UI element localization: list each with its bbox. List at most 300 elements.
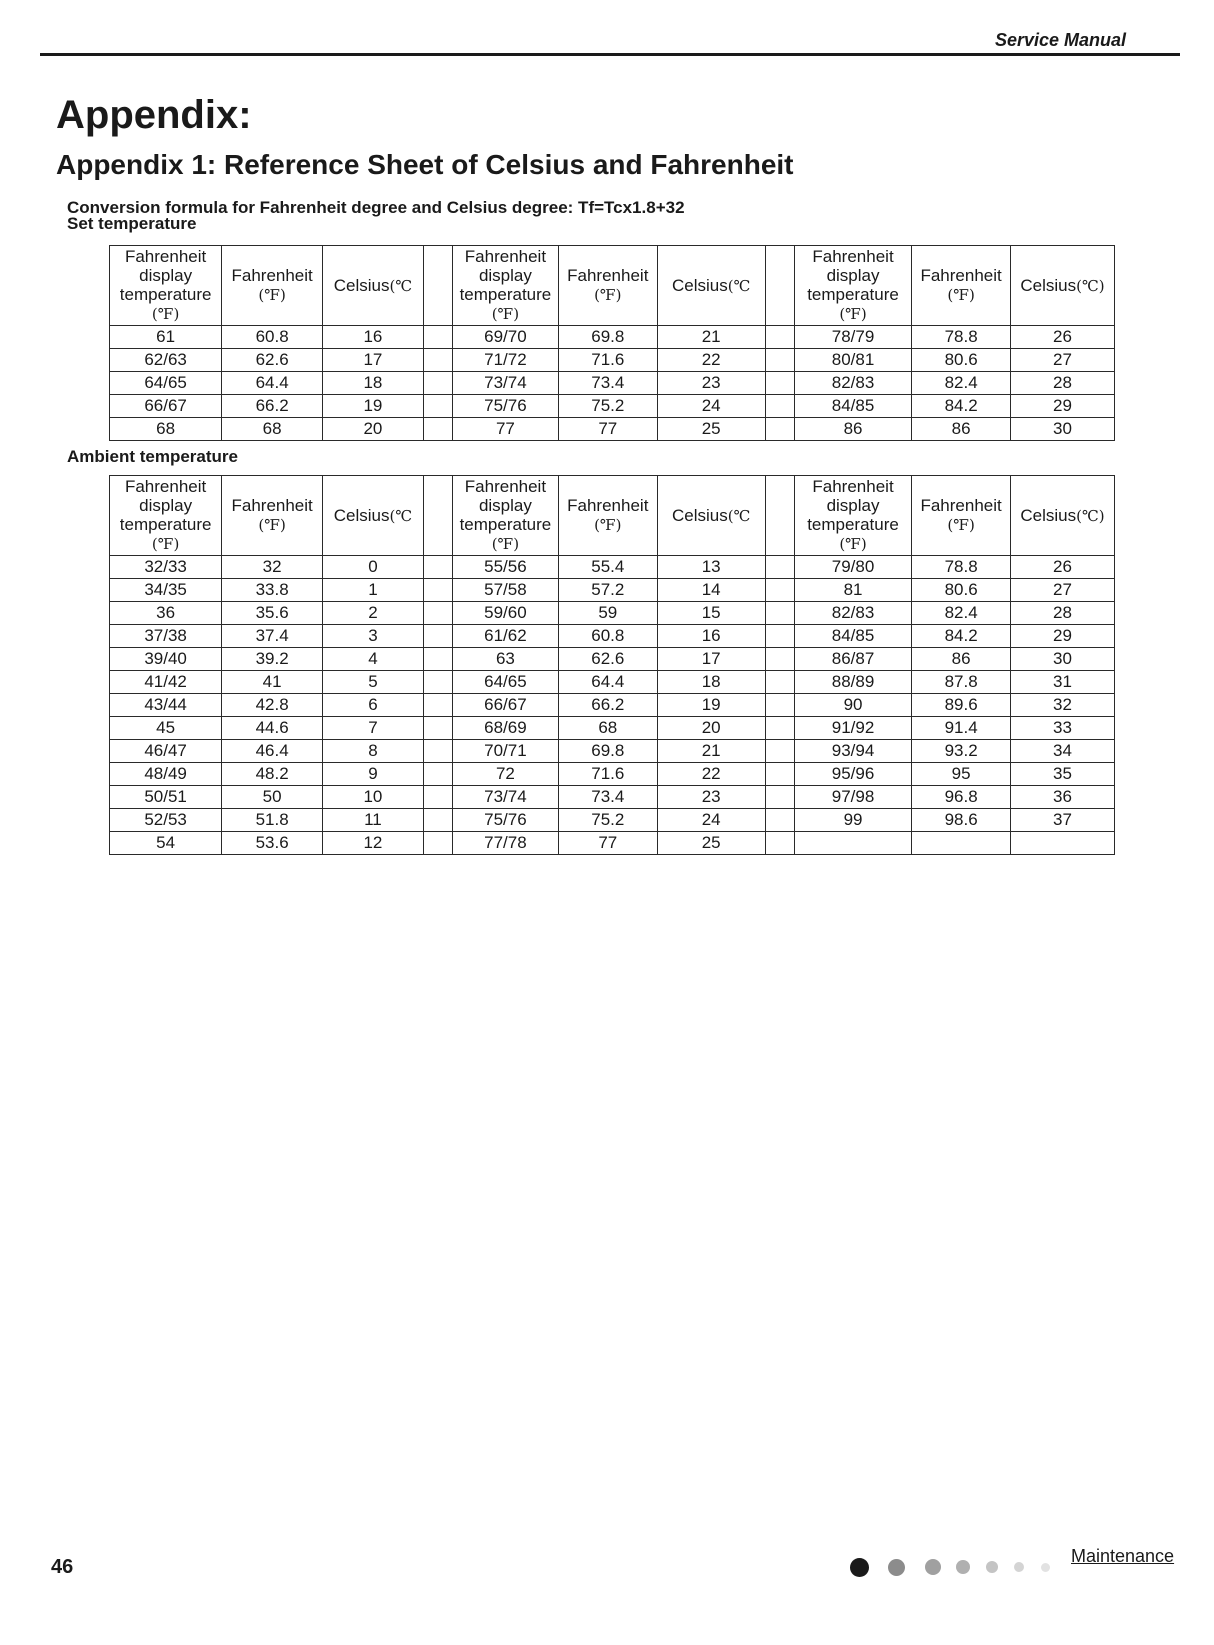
table-cell: 75.2 [558, 809, 657, 832]
table-cell: 78.8 [912, 556, 1011, 579]
header-title: Service Manual [994, 30, 1126, 50]
table-row [110, 418, 1115, 441]
table-cell [912, 832, 1011, 855]
table-cell: 25 [657, 418, 765, 441]
header-text: Fahrenheit [920, 266, 1002, 285]
table-row [110, 648, 1115, 671]
table-cell: 20 [323, 418, 424, 441]
table-cell: 68 [558, 717, 657, 740]
table-cell: 78/79 [794, 326, 911, 349]
table-cell: 8 [323, 740, 424, 763]
table-cell: 98.6 [912, 809, 1011, 832]
table-cell: 93/94 [794, 740, 911, 763]
table-cell: 99 [794, 809, 911, 832]
header-text: Celsius [1020, 275, 1077, 295]
table-cell: 55/56 [452, 556, 558, 579]
table-cell: 26 [1010, 326, 1114, 349]
table-cell: 46.4 [222, 740, 323, 763]
table-cell: 34 [1010, 740, 1114, 763]
column-gap [765, 717, 794, 740]
table-row [110, 763, 1115, 786]
header-unit: (℃ [389, 506, 413, 525]
table-cell: 64.4 [222, 372, 323, 395]
table-cell: 91.4 [912, 717, 1011, 740]
table-cell: 77/78 [452, 832, 558, 855]
header-unit: (℉) [839, 535, 867, 553]
progress-dot [986, 1561, 998, 1573]
header-unit: (℉) [151, 535, 180, 553]
table-cell: 16 [323, 326, 424, 349]
header-text: temperature [119, 285, 212, 304]
table-row [110, 349, 1115, 372]
table-cell: 10 [323, 786, 424, 809]
header-fahrenheit [222, 246, 323, 326]
table-cell: 2 [323, 602, 424, 625]
table-cell: 42.8 [222, 694, 323, 717]
table-cell: 46/47 [110, 740, 222, 763]
table-cell: 20 [657, 717, 765, 740]
progress-dot [850, 1558, 869, 1577]
table-cell: 82.4 [912, 372, 1011, 395]
column-gap [423, 809, 452, 832]
header-text: temperature [807, 515, 899, 534]
table-cell: 96.8 [912, 786, 1011, 809]
table-cell: 19 [657, 694, 765, 717]
table-cell: 82/83 [794, 602, 911, 625]
header-text: Fahrenheit [124, 247, 207, 266]
column-gap [423, 717, 452, 740]
table-cell: 64.4 [558, 671, 657, 694]
table-cell: 6 [323, 694, 424, 717]
table-cell: 50 [222, 786, 323, 809]
column-gap [423, 349, 452, 372]
table-cell: 86 [912, 648, 1011, 671]
progress-dots [858, 1552, 1048, 1582]
header-unit: (℉) [491, 535, 520, 553]
table-cell: 61 [110, 326, 222, 349]
header-fahrenheit [912, 246, 1011, 326]
table-cell: 89.6 [912, 694, 1011, 717]
column-gap [765, 648, 794, 671]
header-unit: (℉) [258, 516, 286, 534]
table-cell: 1 [323, 579, 424, 602]
maintenance-link[interactable]: Maintenance [1071, 1546, 1175, 1566]
table-cell: 28 [1010, 372, 1114, 395]
table-cell: 82/83 [794, 372, 911, 395]
table-cell: 64/65 [452, 671, 558, 694]
table-cell: 82.4 [912, 602, 1011, 625]
header-unit: (℉) [594, 286, 622, 304]
table-cell: 41/42 [110, 671, 222, 694]
table-cell: 37/38 [110, 625, 222, 648]
header-text: temperature [807, 285, 899, 304]
page-number: 46 [51, 1556, 74, 1578]
column-gap [765, 556, 794, 579]
column-gap [423, 372, 452, 395]
header-celsius [323, 246, 424, 326]
table-cell: 57.2 [558, 579, 657, 602]
table-cell: 60.8 [558, 625, 657, 648]
table-row [110, 694, 1115, 717]
table-header-row [110, 476, 1115, 556]
table-row [110, 372, 1115, 395]
table-cell: 95 [912, 763, 1011, 786]
table-cell: 32/33 [110, 556, 222, 579]
table-cell: 57/58 [452, 579, 558, 602]
header-unit: (℉) [258, 286, 286, 304]
table-cell: 87.8 [912, 671, 1011, 694]
page-title: Appendix: [56, 93, 252, 137]
header-display-temperature [794, 246, 911, 326]
table-cell: 75/76 [452, 395, 558, 418]
column-gap [423, 648, 452, 671]
header-unit: (℃) [1076, 506, 1105, 525]
header-unit: (℃ [727, 276, 751, 295]
header-display-temperature [110, 246, 222, 326]
table-cell: 88/89 [794, 671, 911, 694]
column-gap [423, 395, 452, 418]
table-row [110, 671, 1115, 694]
header-celsius [657, 476, 765, 556]
column-gap [423, 579, 452, 602]
table-cell: 13 [657, 556, 765, 579]
column-gap [765, 418, 794, 441]
table-cell: 53.6 [222, 832, 323, 855]
table-cell: 71.6 [558, 763, 657, 786]
table-cell: 73.4 [558, 372, 657, 395]
table-cell: 69.8 [558, 740, 657, 763]
header-display-temperature [452, 476, 558, 556]
table-cell: 48/49 [110, 763, 222, 786]
column-gap [765, 246, 794, 326]
table-cell: 18 [657, 671, 765, 694]
header-text: Fahrenheit [567, 496, 649, 515]
table-row [110, 556, 1115, 579]
table-cell: 68 [222, 418, 323, 441]
table-cell: 22 [657, 349, 765, 372]
table-cell: 32 [222, 556, 323, 579]
table-cell: 77 [452, 418, 558, 441]
header-text: Celsius [671, 505, 728, 525]
table-cell: 19 [323, 395, 424, 418]
column-gap [765, 625, 794, 648]
table-cell: 95/96 [794, 763, 911, 786]
conversion-formula: Conversion formula for Fahrenheit degree and Celsius degree: Tf=Tcx1.8+32 [67, 198, 685, 217]
table-cell: 84.2 [912, 395, 1011, 418]
set-temperature-label: Set temperature [67, 214, 197, 233]
header-unit: (℉) [839, 305, 867, 323]
table-cell: 23 [657, 372, 765, 395]
column-gap [765, 809, 794, 832]
table-cell: 30 [1010, 418, 1114, 441]
progress-dot [1041, 1563, 1050, 1572]
table-cell: 32 [1010, 694, 1114, 717]
progress-dot [925, 1559, 941, 1575]
column-gap [765, 326, 794, 349]
table-cell: 59/60 [452, 602, 558, 625]
column-gap [765, 476, 794, 556]
table-cell: 73.4 [558, 786, 657, 809]
column-gap [765, 602, 794, 625]
header-text: Fahrenheit [231, 266, 313, 285]
table-cell: 55.4 [558, 556, 657, 579]
table-cell: 50/51 [110, 786, 222, 809]
table-cell: 5 [323, 671, 424, 694]
table-cell: 79/80 [794, 556, 911, 579]
progress-dot [888, 1559, 905, 1576]
table-cell: 62.6 [558, 648, 657, 671]
header-text: display [826, 496, 880, 515]
table-cell: 97/98 [794, 786, 911, 809]
table-cell: 39.2 [222, 648, 323, 671]
table-cell: 51.8 [222, 809, 323, 832]
header-text: Fahrenheit [920, 496, 1002, 515]
table-cell: 29 [1010, 395, 1114, 418]
table-cell: 31 [1010, 671, 1114, 694]
header-display-temperature [794, 476, 911, 556]
table-cell: 71/72 [452, 349, 558, 372]
table-cell: 71.6 [558, 349, 657, 372]
table-cell: 69/70 [452, 326, 558, 349]
header-unit: (℃) [1076, 276, 1105, 295]
column-gap [765, 349, 794, 372]
header-text: display [139, 266, 193, 285]
appendix-subtitle: Appendix 1: Reference Sheet of Celsius and Fahrenheit [56, 149, 794, 180]
table-cell: 27 [1010, 579, 1114, 602]
table-cell: 86/87 [794, 648, 911, 671]
table-cell: 33.8 [222, 579, 323, 602]
header-celsius [657, 246, 765, 326]
table-cell: 72 [452, 763, 558, 786]
table-cell: 23 [657, 786, 765, 809]
table-row [110, 602, 1115, 625]
header-text: Fahrenheit [231, 496, 313, 515]
progress-dot [956, 1560, 970, 1574]
table-cell: 35 [1010, 763, 1114, 786]
table-row [110, 395, 1115, 418]
table-cell: 93.2 [912, 740, 1011, 763]
table-cell: 68/69 [452, 717, 558, 740]
table-cell: 16 [657, 625, 765, 648]
header-text: Fahrenheit [124, 477, 207, 496]
table-cell: 36 [1010, 786, 1114, 809]
column-gap [423, 740, 452, 763]
table-cell [1010, 832, 1114, 855]
table-cell: 48.2 [222, 763, 323, 786]
column-gap [765, 694, 794, 717]
table-cell: 80.6 [912, 579, 1011, 602]
column-gap [765, 372, 794, 395]
table-row [110, 717, 1115, 740]
table-cell: 75.2 [558, 395, 657, 418]
table-cell: 78.8 [912, 326, 1011, 349]
table-cell: 86 [794, 418, 911, 441]
progress-dot [1014, 1562, 1024, 1572]
header-celsius [1010, 246, 1114, 326]
header-text: Celsius [1020, 505, 1077, 525]
header-text: display [139, 496, 193, 515]
table-cell: 52/53 [110, 809, 222, 832]
table-cell: 62/63 [110, 349, 222, 372]
table-cell: 14 [657, 579, 765, 602]
header-text: Fahrenheit [464, 247, 547, 266]
column-gap [423, 476, 452, 556]
table-cell: 62.6 [222, 349, 323, 372]
table-row [110, 832, 1115, 855]
table-cell: 73/74 [452, 372, 558, 395]
header-unit: (℃ [727, 506, 751, 525]
table-cell: 60.8 [222, 326, 323, 349]
table-cell: 9 [323, 763, 424, 786]
table-cell: 63 [452, 648, 558, 671]
table-row [110, 786, 1115, 809]
column-gap [423, 625, 452, 648]
column-gap [765, 763, 794, 786]
column-gap [423, 832, 452, 855]
column-gap [765, 579, 794, 602]
header-text: temperature [119, 515, 212, 534]
table-cell: 36 [110, 602, 222, 625]
table-cell: 77 [558, 418, 657, 441]
table-cell: 17 [323, 349, 424, 372]
column-gap [423, 694, 452, 717]
header-text: Celsius [333, 505, 390, 525]
column-gap [423, 246, 452, 326]
table-cell: 18 [323, 372, 424, 395]
table-row [110, 625, 1115, 648]
table-cell: 81 [794, 579, 911, 602]
table-cell: 27 [1010, 349, 1114, 372]
table-cell: 25 [657, 832, 765, 855]
table-row [110, 740, 1115, 763]
header-text: Celsius [671, 275, 728, 295]
header-unit: (℉) [947, 286, 975, 304]
header-fahrenheit [222, 476, 323, 556]
table-cell: 59 [558, 602, 657, 625]
table-cell: 37.4 [222, 625, 323, 648]
table-cell: 80.6 [912, 349, 1011, 372]
column-gap [423, 786, 452, 809]
column-gap [765, 832, 794, 855]
header-text: Fahrenheit [567, 266, 649, 285]
table-cell: 15 [657, 602, 765, 625]
table-cell: 66/67 [110, 395, 222, 418]
table-cell: 3 [323, 625, 424, 648]
column-gap [423, 556, 452, 579]
table-cell: 44.6 [222, 717, 323, 740]
table-cell: 28 [1010, 602, 1114, 625]
header-text: Fahrenheit [812, 247, 894, 266]
column-gap [423, 602, 452, 625]
table-cell: 34/35 [110, 579, 222, 602]
table-cell: 69.8 [558, 326, 657, 349]
header-unit: (℉) [491, 305, 520, 323]
table-cell: 43/44 [110, 694, 222, 717]
column-gap [765, 671, 794, 694]
table-cell: 80/81 [794, 349, 911, 372]
table-cell: 84/85 [794, 625, 911, 648]
table-cell: 0 [323, 556, 424, 579]
header-unit: (℉) [947, 516, 975, 534]
column-gap [765, 786, 794, 809]
table-cell: 26 [1010, 556, 1114, 579]
table-row [110, 579, 1115, 602]
table-cell: 22 [657, 763, 765, 786]
header-text: display [826, 266, 880, 285]
table-cell: 29 [1010, 625, 1114, 648]
table-cell: 73/74 [452, 786, 558, 809]
table-cell: 11 [323, 809, 424, 832]
table-cell: 39/40 [110, 648, 222, 671]
table-cell [794, 832, 911, 855]
ambient-temperature-label: Ambient temperature [67, 447, 238, 466]
set-temperature-table [109, 245, 1115, 441]
table-row [110, 326, 1115, 349]
column-gap [423, 418, 452, 441]
table-cell: 35.6 [222, 602, 323, 625]
column-gap [423, 671, 452, 694]
table-cell: 37 [1010, 809, 1114, 832]
table-cell: 77 [558, 832, 657, 855]
table-cell: 84/85 [794, 395, 911, 418]
header-celsius [323, 476, 424, 556]
header-text: display [478, 266, 532, 285]
table-cell: 54 [110, 832, 222, 855]
table-cell: 33 [1010, 717, 1114, 740]
column-gap [423, 763, 452, 786]
header-unit: (℉) [594, 516, 622, 534]
table-cell: 91/92 [794, 717, 911, 740]
table-cell: 17 [657, 648, 765, 671]
table-cell: 66/67 [452, 694, 558, 717]
table-header-row [110, 246, 1115, 326]
table-cell: 24 [657, 395, 765, 418]
header-display-temperature [452, 246, 558, 326]
table-cell: 24 [657, 809, 765, 832]
table-cell: 12 [323, 832, 424, 855]
header-text: Fahrenheit [464, 477, 547, 496]
header-text: display [478, 496, 532, 515]
column-gap [765, 740, 794, 763]
header-unit: (℉) [151, 305, 180, 323]
header-celsius [1010, 476, 1114, 556]
header-text: Fahrenheit [812, 477, 894, 496]
column-gap [423, 326, 452, 349]
header-fahrenheit [558, 246, 657, 326]
table-cell: 64/65 [110, 372, 222, 395]
header-fahrenheit [558, 476, 657, 556]
header-text: temperature [459, 285, 552, 304]
header-rule [40, 53, 1180, 56]
header-text: temperature [459, 515, 552, 534]
table-cell: 30 [1010, 648, 1114, 671]
table-cell: 90 [794, 694, 911, 717]
table-cell: 84.2 [912, 625, 1011, 648]
column-gap [765, 395, 794, 418]
header-display-temperature [110, 476, 222, 556]
ambient-temperature-table [109, 475, 1115, 855]
table-cell: 70/71 [452, 740, 558, 763]
table-cell: 86 [912, 418, 1011, 441]
table-cell: 68 [110, 418, 222, 441]
table-cell: 21 [657, 740, 765, 763]
table-cell: 61/62 [452, 625, 558, 648]
table-cell: 66.2 [558, 694, 657, 717]
header-fahrenheit [912, 476, 1011, 556]
header-unit: (℃ [389, 276, 413, 295]
table-cell: 7 [323, 717, 424, 740]
table-cell: 21 [657, 326, 765, 349]
